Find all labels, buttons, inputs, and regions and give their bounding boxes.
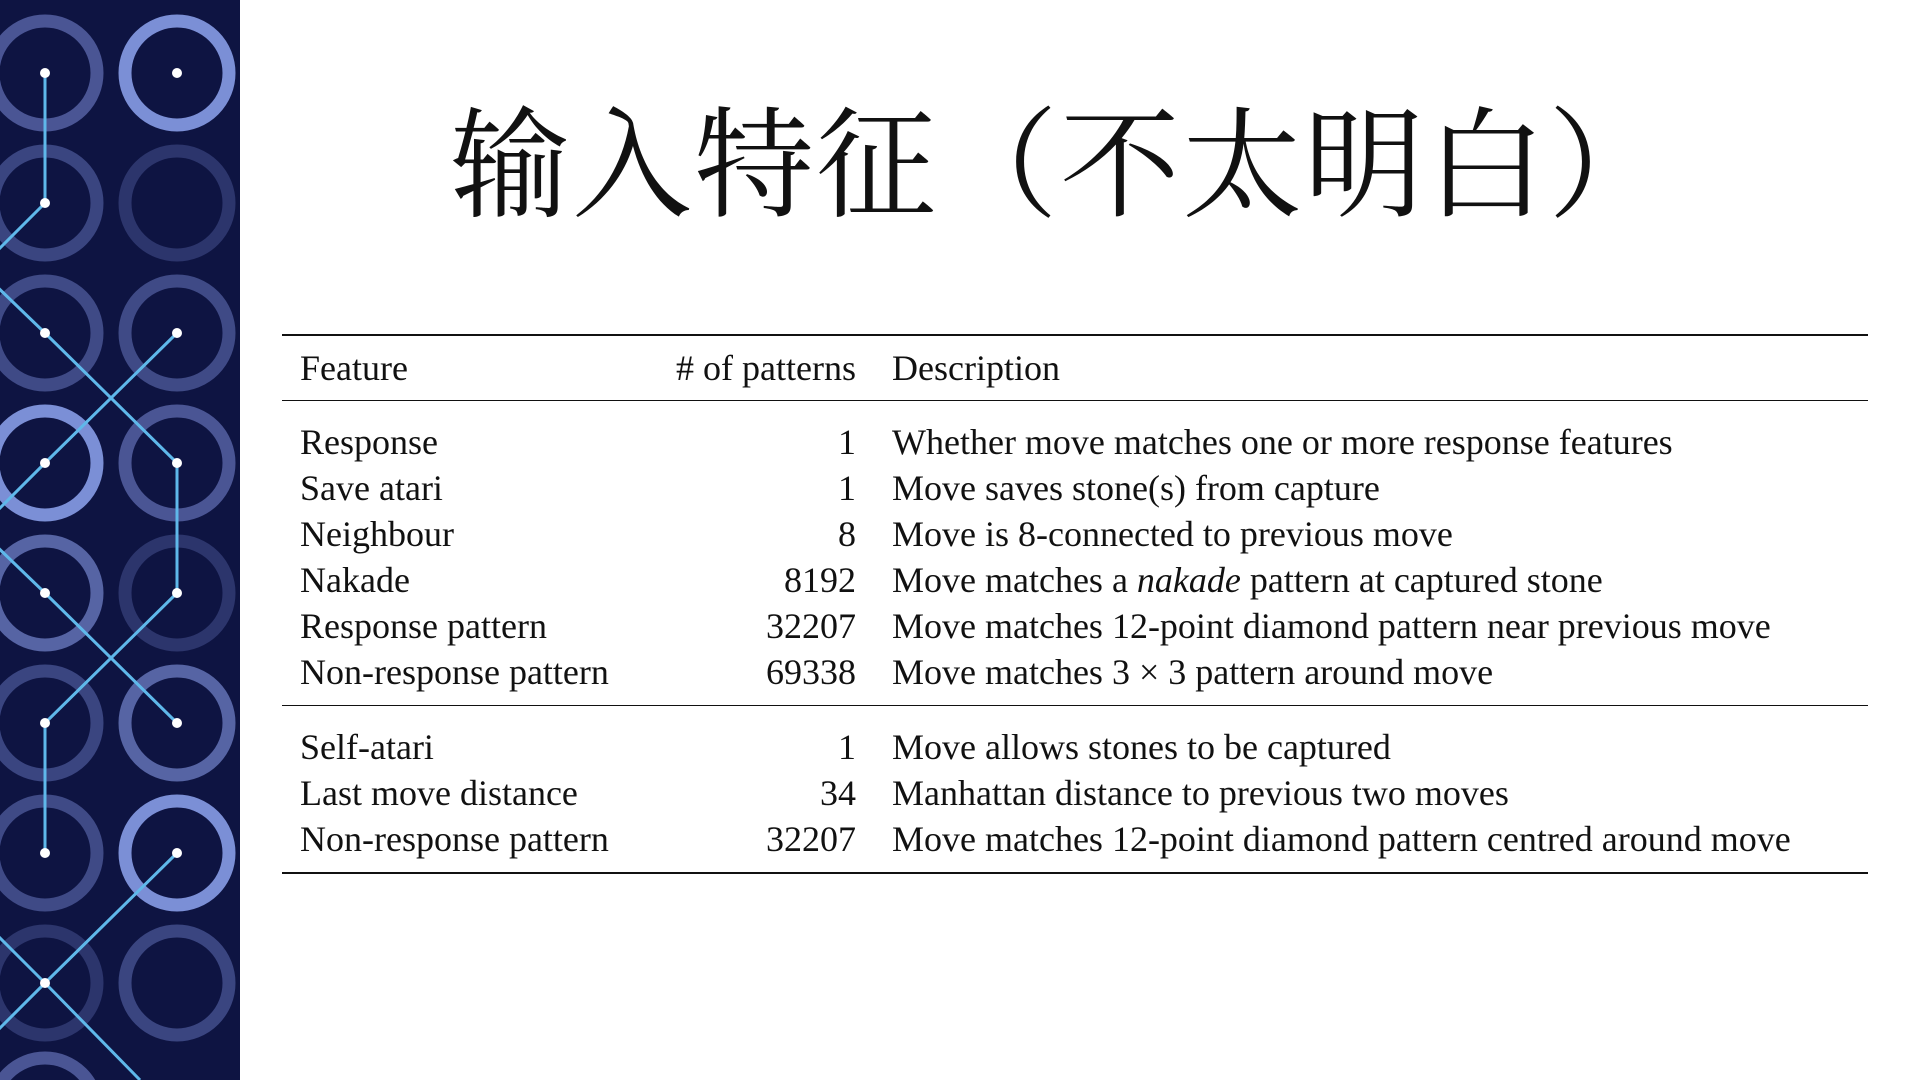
features-table xyxy=(282,334,1868,874)
table-header-row xyxy=(282,335,1868,401)
feature-description: Move saves stone(s) from capture xyxy=(892,468,1380,508)
table-row xyxy=(282,511,1868,557)
pattern-count: 1 xyxy=(838,422,856,462)
header-feature: Feature xyxy=(300,348,408,388)
description-italic-term: nakade xyxy=(1136,560,1241,600)
pattern-count: 34 xyxy=(820,773,856,813)
feature-name: Save atari xyxy=(300,468,443,508)
feature-description: Move matches 12-point diamond pattern near previous move xyxy=(892,606,1771,646)
circuit-nodes xyxy=(40,68,182,988)
feature-name: Self-atari xyxy=(300,727,434,767)
table-header xyxy=(282,335,1868,401)
ring-decoration xyxy=(125,151,229,255)
feature-description: Move matches 3 × 3 pattern around move xyxy=(892,652,1494,692)
feature-name: Neighbour xyxy=(300,514,454,554)
table-group-a xyxy=(282,401,1868,706)
feature-description: Move matches 12-point diamond pattern centred around move xyxy=(892,819,1791,859)
header-patterns: # of patterns xyxy=(676,348,856,388)
ring-decoration xyxy=(125,931,229,1035)
feature-name: Nakade xyxy=(300,560,410,600)
table-row xyxy=(282,557,1868,603)
pattern-count: 69338 xyxy=(766,652,856,692)
ring-decoration xyxy=(0,1058,97,1080)
feature-description: Move is 8-connected to previous move xyxy=(892,514,1453,554)
description-text-pre: Move matches a xyxy=(892,560,1137,600)
table-row xyxy=(282,706,1868,771)
pattern-count: 8192 xyxy=(784,560,856,600)
features-table-container xyxy=(282,334,1868,874)
table-row xyxy=(282,465,1868,511)
pattern-count: 32207 xyxy=(766,606,856,646)
feature-name: Non-response pattern xyxy=(300,652,609,692)
table-row xyxy=(282,770,1868,816)
pattern-count: 1 xyxy=(838,727,856,767)
circuit-pattern-graphic xyxy=(0,0,240,1080)
feature-description: Whether move matches one or more response features xyxy=(892,422,1673,462)
decorative-side-panel xyxy=(0,0,240,1080)
description-text-post: pattern at captured stone xyxy=(1240,560,1603,600)
feature-description xyxy=(874,557,1868,603)
table-row xyxy=(282,649,1868,706)
feature-name: Response pattern xyxy=(300,606,547,646)
table-group-b xyxy=(282,706,1868,874)
feature-description: Manhattan distance to previous two moves xyxy=(892,773,1509,813)
feature-name: Last move distance xyxy=(300,773,578,813)
feature-name: Response xyxy=(300,422,438,462)
pattern-count: 8 xyxy=(838,514,856,554)
table-row xyxy=(282,401,1868,466)
feature-name: Non-response pattern xyxy=(300,819,609,859)
pattern-count: 1 xyxy=(838,468,856,508)
header-description: Description xyxy=(892,348,1060,388)
feature-description: Move allows stones to be captured xyxy=(892,727,1391,767)
pattern-count: 32207 xyxy=(766,819,856,859)
table-row xyxy=(282,603,1868,649)
slide-title: 输入特征（不太明白） xyxy=(450,97,1670,236)
table-row xyxy=(282,816,1868,873)
